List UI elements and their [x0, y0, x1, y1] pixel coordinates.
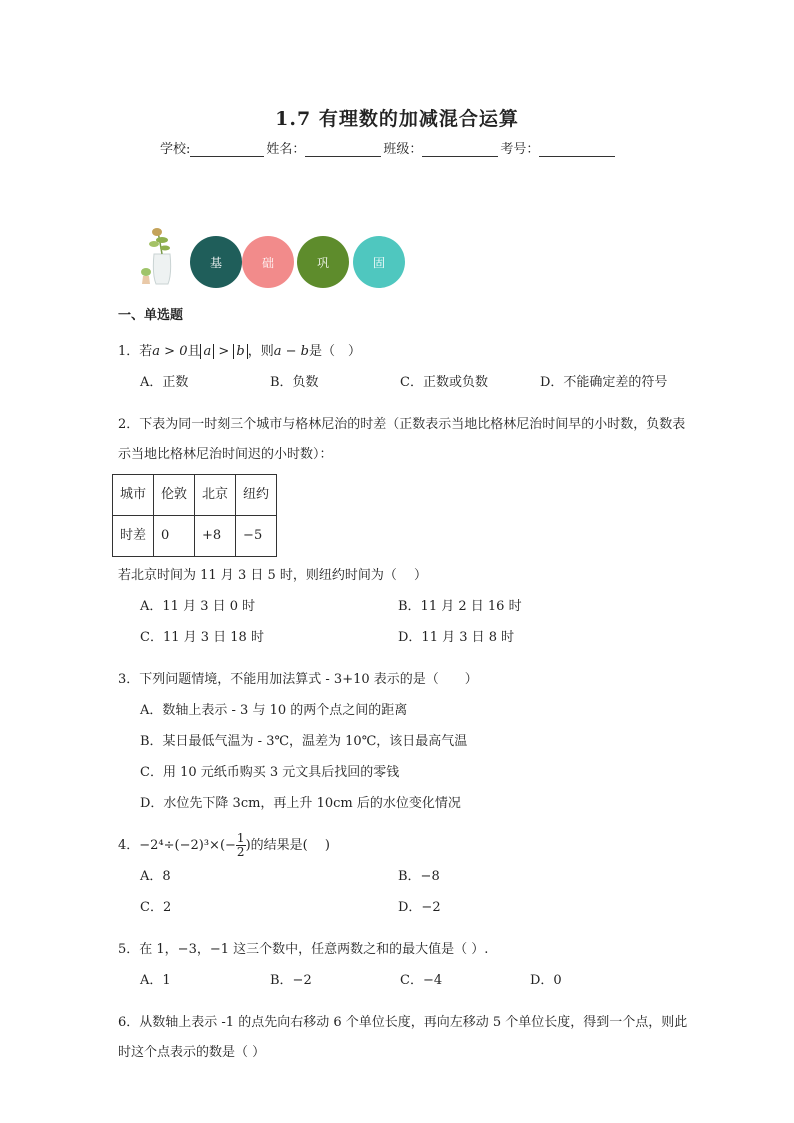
- option-b[interactable]: B．负数: [270, 375, 319, 390]
- option-a[interactable]: A．1: [140, 973, 171, 988]
- exam-number-label: 考号：: [500, 142, 540, 157]
- question-3: [118, 665, 688, 819]
- question-4: [118, 831, 688, 923]
- option-a[interactable]: A．数轴上表示 - 3 与 10 的两个点之间的距离: [140, 703, 408, 718]
- class-blank[interactable]: [422, 142, 498, 157]
- basic-consolidation-banner: [140, 224, 420, 290]
- banner-char-1: 基: [190, 236, 242, 288]
- option-a[interactable]: A．11 月 3 日 0 时: [140, 599, 256, 614]
- school-label: 学校:: [160, 142, 191, 157]
- time-difference-table: [112, 474, 277, 557]
- option-c[interactable]: C．2: [140, 900, 172, 915]
- option-b[interactable]: B．−8: [398, 869, 440, 884]
- banner-char-2: 础: [242, 236, 294, 288]
- exam-number-blank[interactable]: [539, 142, 615, 157]
- option-a[interactable]: A．正数: [140, 375, 189, 390]
- option-d[interactable]: D．0: [530, 973, 562, 988]
- banner-char-3: 巩: [297, 236, 349, 288]
- option-a[interactable]: A．8: [140, 869, 171, 884]
- question-2-options: [118, 591, 688, 653]
- option-c[interactable]: C．正数或负数: [400, 375, 488, 390]
- fraction: $\frac{1}{2}$: [236, 831, 245, 859]
- question-6: [118, 1008, 688, 1068]
- section-heading: 一、单选题: [118, 308, 184, 323]
- question-2: [118, 410, 688, 653]
- question-4-options: [118, 861, 688, 923]
- school-blank[interactable]: [190, 142, 264, 157]
- page-title: 1.7 有理数的加减混合运算: [275, 108, 519, 130]
- option-b[interactable]: B．−2: [270, 973, 312, 988]
- question-2-followup: 若北京时间为 11 月 3 日 5 时，则纽约时间为（ ）: [118, 568, 428, 583]
- option-b[interactable]: B．11 月 2 日 16 时: [398, 599, 522, 614]
- option-d[interactable]: D．11 月 3 日 8 时: [398, 630, 515, 645]
- class-label: 班级：: [383, 142, 423, 157]
- question-list: [118, 304, 688, 1080]
- question-5-stem: 5．在 1，−3，−1 这三个数中，任意两数之和的最大值是（ ）.: [118, 942, 489, 957]
- student-info-row: [160, 138, 617, 157]
- question-5-options: [118, 965, 688, 996]
- option-b[interactable]: B．某日最低气温为 - 3℃，温差为 10℃，该日最高气温: [140, 734, 468, 749]
- option-c[interactable]: C．11 月 3 日 18 时: [140, 630, 264, 645]
- table-row: 时差 0 +8 −5: [113, 516, 277, 557]
- option-c[interactable]: C．−4: [400, 973, 443, 988]
- question-2-stem: 2．下表为同一时刻三个城市与格林尼治的时差（正数表示当地比格林尼治时间早的小时数，负数表示当地比格林尼治时间迟的小时数）：: [118, 417, 686, 462]
- question-6-stem: 6．从数轴上表示 -1 的点先向右移动 6 个单位长度，再向左移动 5 个单位长度，得到一个点，则此时这个点表示的数是（ ）: [118, 1015, 688, 1060]
- option-d[interactable]: D．不能确定差的符号: [540, 375, 668, 390]
- question-1: [118, 337, 688, 398]
- option-d[interactable]: D．−2: [398, 900, 441, 915]
- option-d[interactable]: D．水位先下降 3cm，再上升 10cm 后的水位变化情况: [140, 796, 461, 811]
- question-5: [118, 935, 688, 996]
- option-c[interactable]: C．用 10 元纸币购买 3 元文具后找回的零钱: [140, 765, 400, 780]
- name-label: 姓名：: [266, 142, 306, 157]
- banner-char-4: 固: [353, 236, 405, 288]
- question-3-options: [118, 695, 688, 819]
- name-blank[interactable]: [305, 142, 381, 157]
- question-1-stem: 1．若a > 0且 a > b ，则a − b是（ ）: [118, 344, 362, 359]
- question-3-stem: 3．下列问题情境，不能用加法算式 - 3+10 表示的是（ ）: [118, 672, 478, 687]
- table-row: 城市 伦敦 北京 纽约: [113, 475, 277, 516]
- question-1-options: [118, 367, 688, 398]
- question-4-stem: 4．−2⁴÷(−2)³×(− $\frac{1}{2}$ )的结果是( ): [118, 831, 330, 859]
- potted-plant-icon: [140, 224, 184, 290]
